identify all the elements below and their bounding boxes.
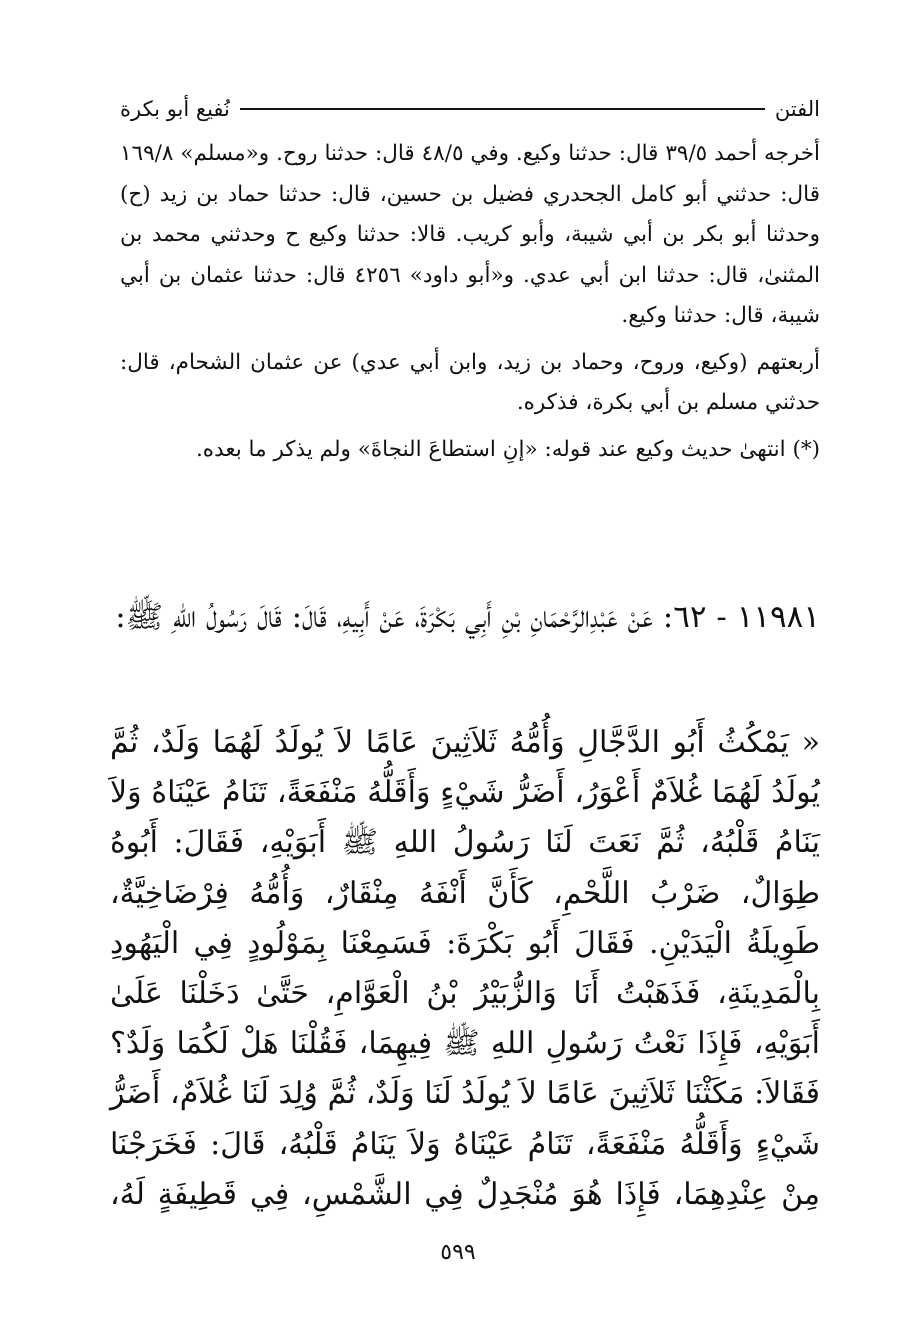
chapter-title: الفتن: [774, 97, 820, 121]
header-rule: [240, 108, 765, 110]
hadith-intro: ١١٩٨١ - ٦٢: عَنْ عَبْدِالرَّحْمَانِ بْنِ أَبِي بَكْرَةَ، عَنْ أَبِيهِ، قَالَ: قَالَ رَسُولُ اللهِ ﷺ:: [115, 599, 820, 635]
ending-note: (*) انتهىٰ حديث وكيع عند قوله: «إنِ استطاعَ النجاةَ» ولم يذكر ما بعده.: [195, 436, 820, 462]
hadith-body: [110, 718, 820, 1220]
footnotes: [120, 134, 820, 476]
chain-note: أربعتهم (وكيع، وروح، وحماد بن زيد، وابن أبي عدي) عن عثمان الشحام، قال: حدثني مسلم بن أبي بكرة، فذكره.: [120, 349, 820, 415]
running-header: [120, 92, 820, 126]
hadith-heading: [110, 592, 820, 642]
narrator-name: نُفيع أبو بكرة: [120, 97, 230, 121]
takhrij-note: أخرجه أحمد ٣٩/٥ قال: حدثنا وكيع. وفي ٤٨/٥ قال: حدثنا روح. و«مسلم» ١٦٩/٨ قال: حدثني أبو كامل الجحدري فضيل بن حسين، قال: حدثنا حماد بن زيد (ح) وحدثنا أبو بكر بن أبي شيبة، وأبو كريب. قالا: حدثنا وكيع ح وحدثني محمد بن المثنىٰ، قال: حدثنا ابن أبي عدي. و«أبو داود» ٤٢٥٦ قال: حدثنا عثمان بن أبي شيبة، قال: حدثنا وكيع.: [120, 141, 820, 328]
hadith-text: « يَمْكُثُ أَبُو الدَّجَّالِ وَأُمُّهُ ثَلاَثِينَ عَامًا لاَ يُولَدُ لَهُمَا وَلَدٌ، ثُمَّ يُولَدُ لَهُمَا غُلاَمٌ أَعْوَرُ، أَضَرُّ شَيْءٍ وَأَقَلُّهُ مَنْفَعَةً، تَنَامُ عَيْنَاهُ وَلاَ يَنَامُ قَلْبُهُ، ثُمَّ نَعَتَ لَنَا رَسُولُ اللهِ ﷺ أَبَوَيْهِ، فَقَالَ: أَبُوهُ طِوَالٌ، ضَرْبُ اللَّحْمِ، كَأَنَّ أَنْفَهُ مِنْقَارٌ، وَأُمُّهُ فِرْضَاخِيَّةٌ، طَوِيلَةُ الْيَدَيْنِ. فَقَالَ أَبُو بَكْرَةَ: فَسَمِعْنَا بِمَوْلُودٍ فِي الْيَهُودِ بِالْمَدِينَةِ، فَذَهَبْتُ أَنَا وَالزُّبَيْرُ بْنُ الْعَوَّامِ، حَتَّىٰ دَخَلْنَا عَلَىٰ أَبَوَيْهِ، فَإِذَا نَعْتُ رَسُولِ اللهِ ﷺ فِيهِمَا، فَقُلْنَا هَلْ لَكُمَا وَلَدٌ؟ فَقَالاَ: مَكَثْنَا ثَلاَثِينَ عَامًا لاَ يُولَدُ لَنَا وَلَدٌ، ثُمَّ وُلِدَ لَنَا غُلاَمٌ، أَضَرُّ شَيْءٍ وَأَقَلُّهُ مَنْفَعَةً، تَنَامُ عَيْنَاهُ وَلاَ يَنَامُ قَلْبُهُ، قَالَ: فَخَرَجْنَا مِنْ عِنْدِهِمَا، فَإِذَا هُوَ مُنْجَدِلٌ فِي الشَّمْسِ، فِي قَطِيفَةٍ لَهُ،: [110, 725, 820, 1212]
page-number: ٥٩٩: [440, 1240, 476, 1265]
